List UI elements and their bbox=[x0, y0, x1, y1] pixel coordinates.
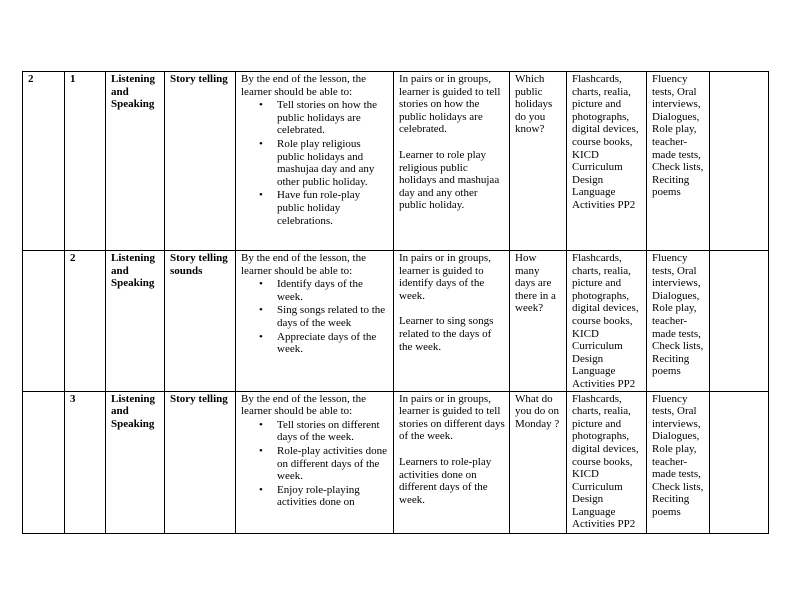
key-inquiry-cell: Which public holidays do you know? bbox=[510, 72, 567, 251]
activity-paragraph: In pairs or in groups, learner is guided to tell stories on how the public holidays are celebrated. bbox=[399, 73, 501, 136]
outcomes-list bbox=[241, 99, 389, 227]
week-cell bbox=[23, 251, 65, 392]
list-item: • Appreciate days of the week. bbox=[277, 331, 389, 356]
resources-cell: Flashcards, charts, realia, picture and photographs, digital devices, course books, KICD Curriculum Design Language Activities PP2 bbox=[567, 72, 647, 251]
assessment-cell: Fluency tests, Oral interviews, Dialogues, Role play, teacher-made tests, Check lists, Reciting poems bbox=[647, 72, 710, 251]
outcomes-intro: By the end of the lesson, the learner should be able to: bbox=[241, 73, 366, 98]
sub-strand-cell: Story telling sounds bbox=[165, 251, 236, 392]
outcomes-list bbox=[241, 278, 389, 356]
remarks-cell bbox=[710, 251, 769, 392]
list-item: • Tell stories on different days of the week. bbox=[277, 419, 389, 444]
outcomes-list bbox=[241, 419, 389, 509]
remarks-cell bbox=[710, 72, 769, 251]
resources-cell: Flashcards, charts, realia, picture and photographs, digital devices, course books, KICD Curriculum Design Language Activities PP2 bbox=[567, 391, 647, 533]
sub-strand-cell: Story telling bbox=[165, 72, 236, 251]
list-item: • Enjoy role-playing activities done on bbox=[277, 484, 389, 509]
outcomes-intro: By the end of the lesson, the learner should be able to: bbox=[241, 252, 366, 277]
table-row bbox=[23, 391, 769, 533]
list-item: • Role play religious public holidays and mashujaa day and any other public holiday. bbox=[277, 138, 389, 188]
key-inquiry-cell: How many days are there in a week? bbox=[510, 251, 567, 392]
list-item: • Role-play activities done on different days of the week. bbox=[277, 445, 389, 483]
lesson-cell: 2 bbox=[65, 251, 106, 392]
learning-outcomes-cell bbox=[236, 72, 394, 251]
strand-cell: Listening and Speaking bbox=[106, 391, 165, 533]
learning-experiences-cell bbox=[394, 72, 510, 251]
activity-paragraph: Learner to sing songs related to the days of the week. bbox=[399, 315, 494, 353]
list-item: • Have fun role-play public holiday celebrations. bbox=[277, 189, 389, 227]
activity-paragraph: In pairs or in groups, learner is guided to tell stories on different days of the week. bbox=[399, 392, 505, 443]
strand-cell: Listening and Speaking bbox=[106, 251, 165, 392]
sub-strand-cell: Story telling bbox=[165, 391, 236, 533]
list-item: • Identify days of the week. bbox=[277, 278, 389, 303]
learning-outcomes-cell bbox=[236, 251, 394, 392]
table-row bbox=[23, 251, 769, 392]
learning-experiences-cell bbox=[394, 391, 510, 533]
scheme-of-work-table bbox=[22, 71, 769, 534]
lesson-cell: 1 bbox=[65, 72, 106, 251]
assessment-cell: Fluency tests, Oral interviews, Dialogues, Role play, teacher-made tests, Check lists, Reciting poems bbox=[647, 251, 710, 392]
resources-cell: Flashcards, charts, realia, picture and photographs, digital devices, course books, KICD Curriculum Design Language Activities PP2 bbox=[567, 251, 647, 392]
list-item: • Sing songs related to the days of the week bbox=[277, 304, 389, 329]
key-inquiry-cell: What do you do on Monday ? bbox=[510, 391, 567, 533]
assessment-cell: Fluency tests, Oral interviews, Dialogues, Role play, teacher-made tests, Check lists, Reciting poems bbox=[647, 391, 710, 533]
remarks-cell bbox=[710, 391, 769, 533]
activity-paragraph: In pairs or in groups, learner is guided to identify days of the week. bbox=[399, 252, 491, 302]
week-cell bbox=[23, 391, 65, 533]
strand-cell: Listening and Speaking bbox=[106, 72, 165, 251]
learning-outcomes-cell bbox=[236, 391, 394, 533]
list-item: • Tell stories on how the public holidays are celebrated. bbox=[277, 99, 389, 137]
learning-experiences-cell bbox=[394, 251, 510, 392]
activity-paragraph: Learner to role play religious public holidays and mashujaa day and any other public holiday. bbox=[399, 148, 500, 212]
week-cell: 2 bbox=[23, 72, 65, 251]
table-row bbox=[23, 72, 769, 251]
outcomes-intro: By the end of the lesson, the learner should be able to: bbox=[241, 392, 366, 418]
activity-paragraph: Learners to role-play activities done on different days of the week. bbox=[399, 455, 492, 506]
lesson-cell: 3 bbox=[65, 391, 106, 533]
